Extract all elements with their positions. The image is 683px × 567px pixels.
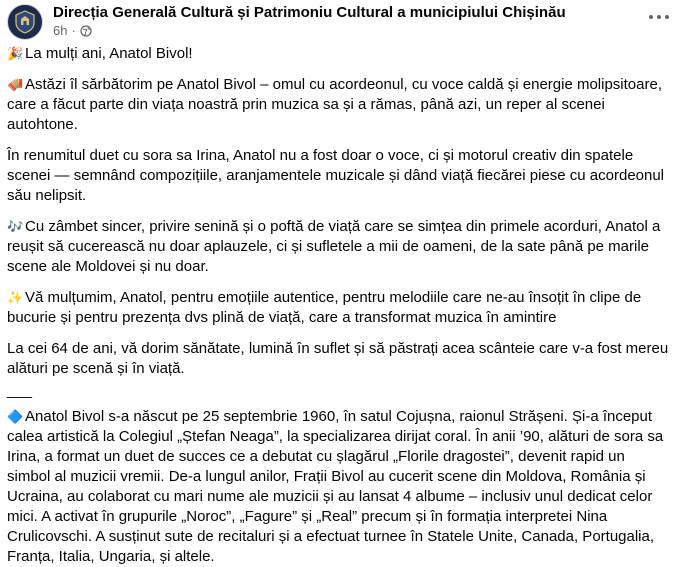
- paragraph-text: Anatol Bivol s-a născut pe 25 septembrie 1960, în satul Cojușna, raionul Strășeni. Și-a început calea artistică la Colegiul „Ștefan Neaga”, la specializarea dirijat coral. În anii ’90, alături de sora sa Irina, a format un duet de succes ce a debutat cu șlagărul „Florile dragostei”, devenit rapid un simbol al muzicii vremii. De-a lungul anilor, Frații Bivol au cucerit scene din Moldova, România și Ucraina, au colaborat cu mari nume ale muzicii și au lansat 4 albume – inclusiv unul dedicat celor mici. A activat în grupurile „Noroc”, „Fagure” și „Real” precum și în formația interpretei Nina Crulicovschi. A susținut sute de recitaluri și a efectuat turnee în Statele Unite, Canada, Portugalia, Franța, Italia, Ungaria, și altele.: [7, 408, 664, 565]
- paragraph-text: În renumitul duet cu sora sa Irina, Anatol nu a fost doar o voce, ci și motorul creativ din spatele scenei — semnând compozițiile, aranjamentele muzicale și dând viață fiecărei piese cu acordeonul său nelipsit.: [7, 147, 665, 204]
- post-paragraph: [7, 75, 671, 135]
- dot-icon: [665, 15, 669, 19]
- paragraph-text: La mulți ani, Anatol Bivol!: [25, 45, 193, 62]
- accordion-icon: 🪗: [7, 77, 24, 92]
- coat-of-arms-icon: [14, 10, 36, 34]
- page-name[interactable]: Direcția Generală Cultură și Patrimoniu Cultural a municipiului Chișinău: [53, 4, 566, 21]
- page-avatar[interactable]: [7, 4, 43, 40]
- separator-line: ___: [7, 382, 33, 399]
- post-paragraph: [7, 146, 671, 206]
- post-paragraph: [7, 44, 671, 64]
- post-header: [7, 0, 675, 44]
- paragraph-text: Cu zâmbet sincer, privire senină și o poftă de viață care se simțea din primele acorduri, Anatol a reușit să cucerească nu doar aplauzele, ci și sufletele a mii de oameni, de la sate până pe marile scene ale Moldovei și nu doar.: [7, 218, 661, 275]
- paragraph-text: Vă mulțumim, Anatol, pentru emoțiile autentice, pentru melodiile care ne-au însoțit în clipe de bucurie și pentru prezența dvs plină de viață, care a transformat muzica în amintire: [7, 289, 642, 326]
- paragraph-text: La cei 64 de ani, vă dorim sănătate, lumină în suflet și să păstrați acea scânteie care v-a fost mereu alături pe scenă și în viață.: [7, 340, 669, 377]
- party-popper-icon: 🎉: [7, 46, 24, 61]
- more-options-button[interactable]: [649, 12, 669, 22]
- paragraph-text: Astăzi îl sărbătorim pe Anatol Bivol – omul cu acordeonul, cu voce caldă și energie molipsitoare, care a făcut parte din viața noastră prin muzica sa și a rămas, până azi, un reper al scenei autohtone.: [7, 76, 662, 133]
- musical-notes-icon: 🎶: [7, 219, 24, 234]
- post-paragraph: [7, 339, 671, 379]
- post-subline: [53, 23, 566, 39]
- dot-icon: [657, 15, 661, 19]
- post-paragraph: [7, 288, 671, 328]
- dot-icon: [649, 15, 653, 19]
- separator-dot: ·: [71, 23, 76, 38]
- post-paragraph: [7, 407, 671, 567]
- blue-diamond-icon: 🔷: [7, 409, 24, 424]
- globe-icon[interactable]: [80, 25, 92, 37]
- post-body: [7, 44, 675, 567]
- post-paragraph: [7, 217, 671, 277]
- post-meta: [53, 2, 566, 39]
- post-time[interactable]: 6h: [53, 23, 68, 38]
- sparkles-icon: ✨: [7, 290, 24, 305]
